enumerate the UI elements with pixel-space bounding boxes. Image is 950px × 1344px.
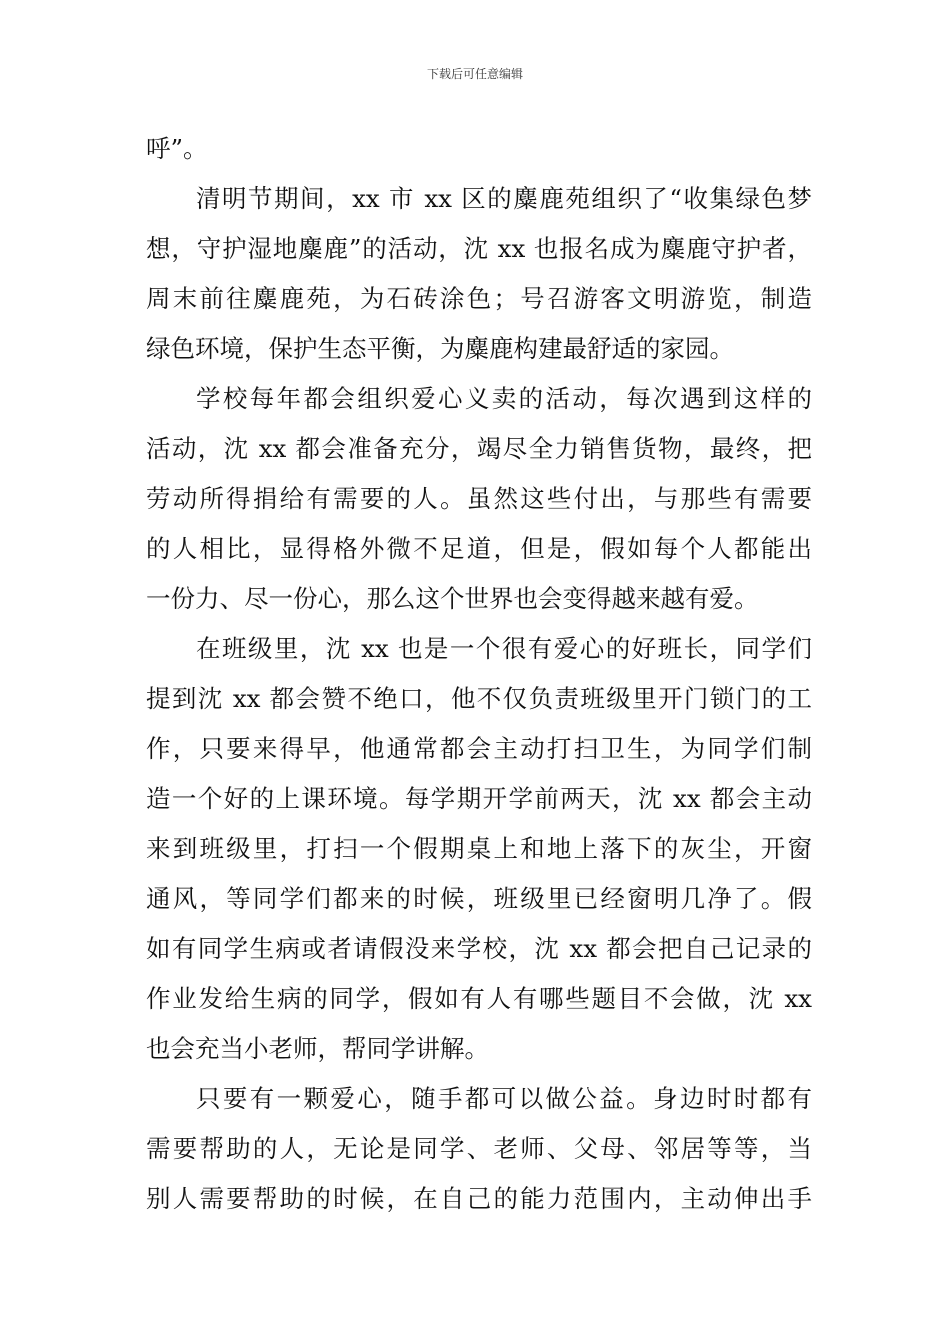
- text-line: 作，只要来得早，他通常都会主动打扫卫生，为同学们制: [146, 734, 812, 763]
- text-line: 别人需要帮助的时候，在自己的能力范围内，主动伸出手: [146, 1184, 812, 1213]
- text-line: 也会充当小老师，帮同学讲解。: [146, 1034, 489, 1063]
- text-line: 需要帮助的人，无论是同学、老师、父母、邻居等等，当: [146, 1134, 812, 1163]
- text-line: 呼”。: [146, 134, 208, 163]
- text-line: 在班级里，沈 xx 也是一个很有爱心的好班长，同学们: [196, 634, 812, 663]
- text-line: 一份力、尽一份心，那么这个世界也会变得越来越有爱。: [146, 584, 759, 613]
- text-line: 只要有一颗爱心，随手都可以做公益。身边时时都有: [196, 1084, 812, 1113]
- text-line: 来到班级里，打扫一个假期桌上和地上落下的灰尘，开窗: [146, 834, 812, 863]
- text-line: 作业发给生病的同学，假如有人有哪些题目不会做，沈 xx: [146, 984, 812, 1013]
- text-line: 活动，沈 xx 都会准备充分，竭尽全力销售货物，最终，把: [146, 434, 812, 463]
- text-line: 清明节期间，xx 市 xx 区的麋鹿苑组织了“收集绿色梦: [196, 184, 812, 213]
- text-line: 提到沈 xx 都会赞不绝口，他不仅负责班级里开门锁门的工: [146, 684, 812, 713]
- text-line: 周末前往麋鹿苑，为石砖涂色；号召游客文明游览，制造: [146, 284, 812, 313]
- page-header-note: 下载后可任意编辑: [426, 67, 523, 81]
- text-line: 通风，等同学们都来的时候，班级里已经窗明几净了。假: [146, 884, 812, 913]
- text-line: 的人相比，显得格外微不足道，但是，假如每个人都能出: [146, 534, 812, 563]
- text-line: 劳动所得捐给有需要的人。虽然这些付出，与那些有需要: [146, 484, 812, 513]
- text-line: 绿色环境，保护生态平衡，为麋鹿构建最舒适的家园。: [146, 334, 734, 363]
- text-line: 如有同学生病或者请假没来学校，沈 xx 都会把自己记录的: [146, 934, 812, 963]
- document-body: [146, 124, 812, 1224]
- text-line: 学校每年都会组织爱心义卖的活动，每次遇到这样的: [196, 384, 812, 413]
- text-line: 想，守护湿地麋鹿”的活动，沈 xx 也报名成为麋鹿守护者，: [146, 234, 812, 263]
- text-line: 造一个好的上课环境。每学期开学前两天，沈 xx 都会主动: [146, 784, 812, 813]
